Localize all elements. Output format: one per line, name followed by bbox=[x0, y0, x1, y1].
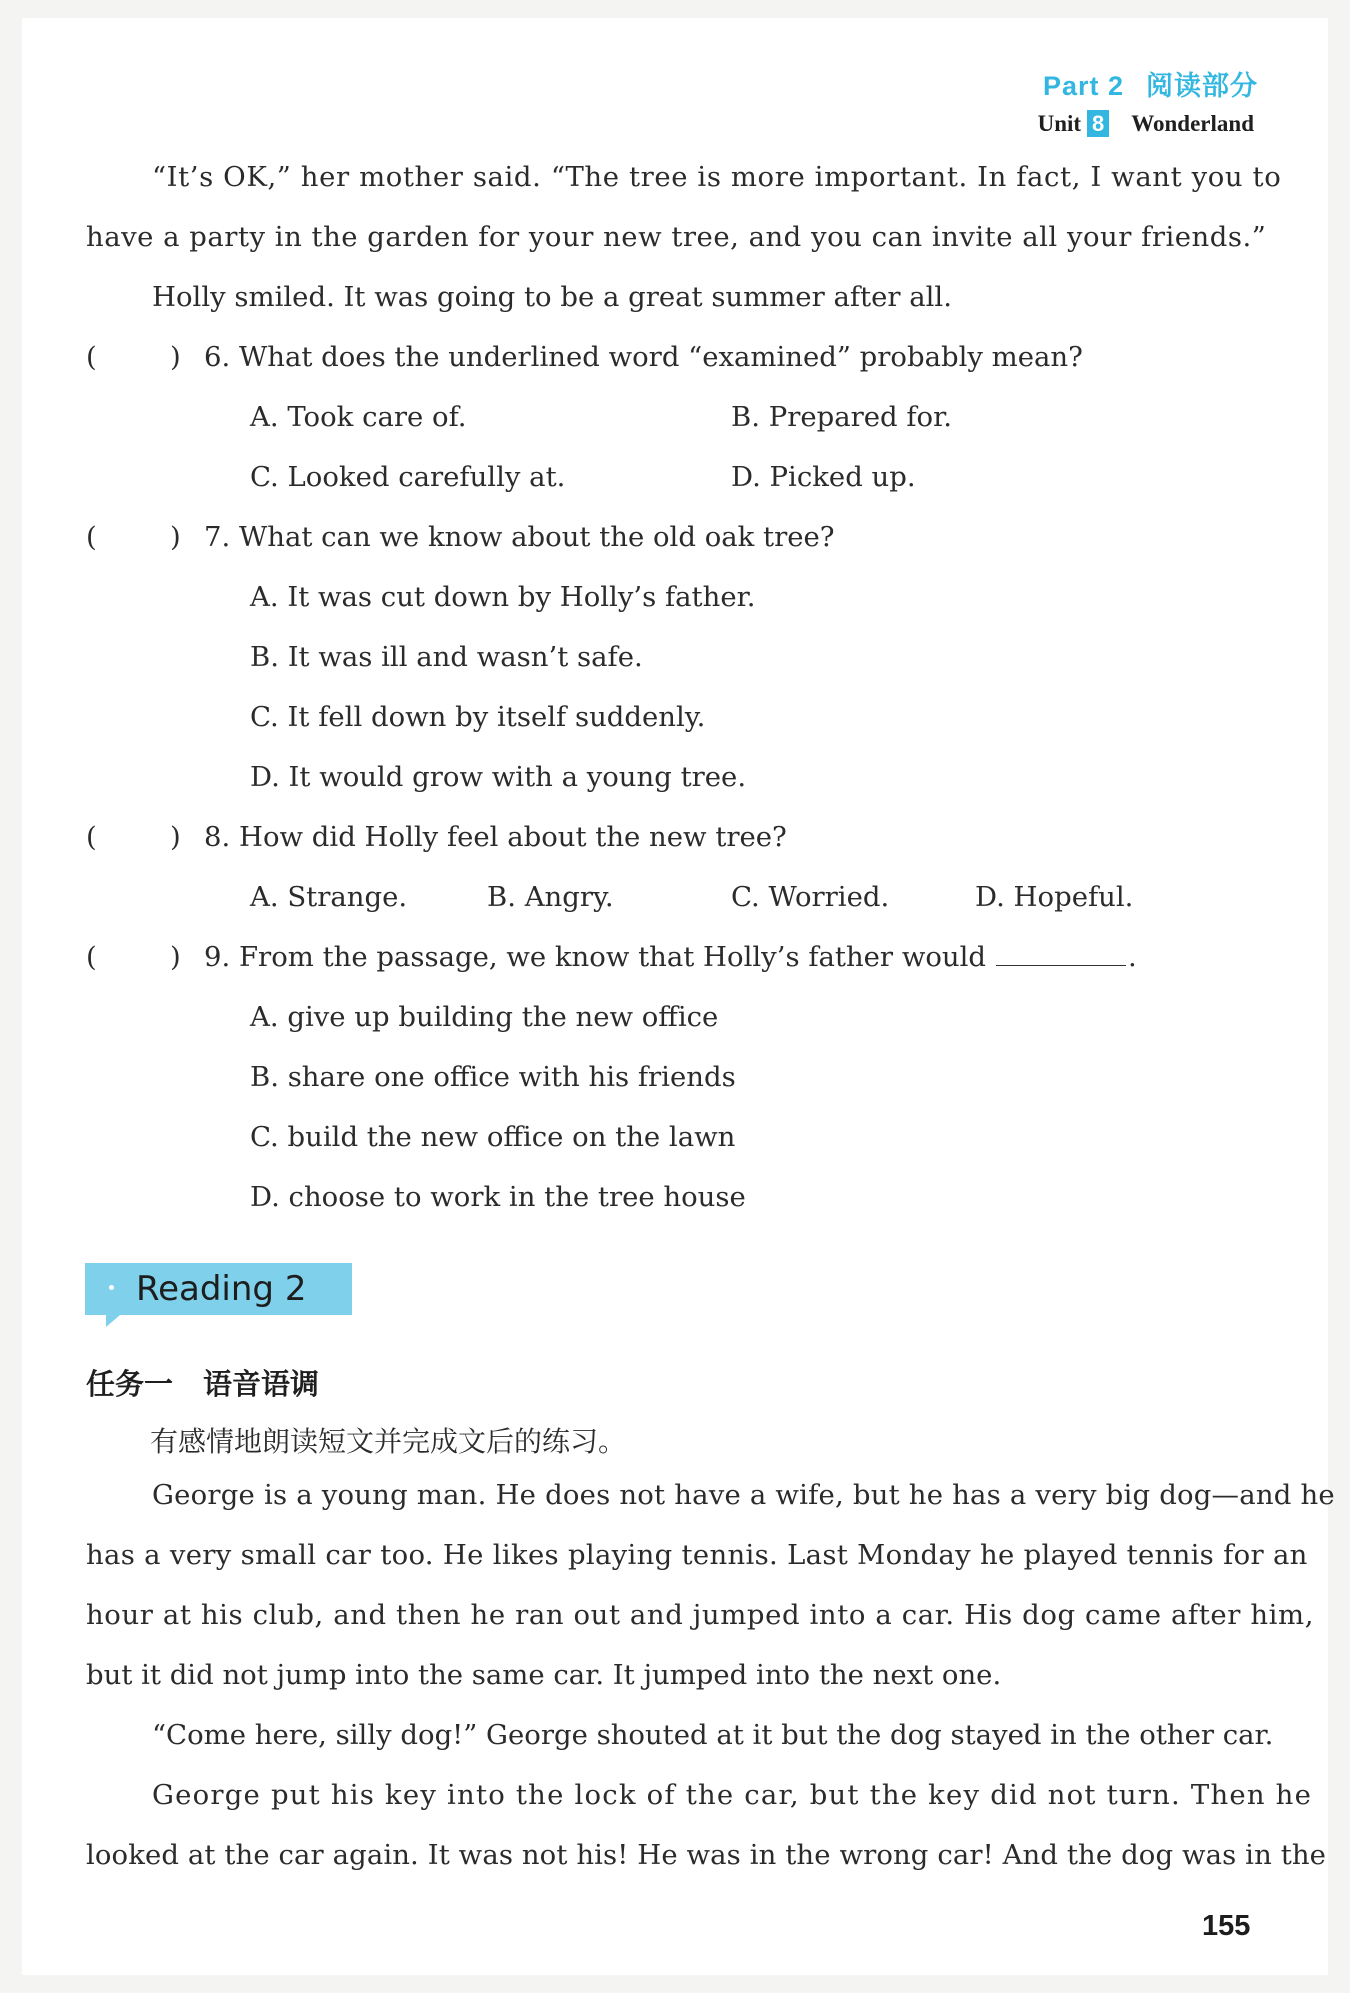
part-label: Part 2 bbox=[1042, 71, 1124, 101]
question-text: 9. From the passage, we know that Holly’s father would bbox=[204, 941, 987, 973]
section-title: Reading 2 bbox=[136, 1269, 307, 1309]
part-header bbox=[1043, 64, 1258, 103]
option-b: B. share one office with his friends bbox=[250, 1061, 736, 1093]
passage-line: looked at the car again. It was not his! He was in the wrong car! And the dog was in the bbox=[86, 1839, 1327, 1871]
unit-label: Unit bbox=[1037, 110, 1082, 136]
option-b: B. Angry. bbox=[487, 881, 614, 913]
unit-title: Wonderland bbox=[1131, 110, 1254, 136]
option-a: A. It was cut down by Holly’s father. bbox=[250, 581, 756, 613]
option-c: C. It fell down by itself suddenly. bbox=[250, 701, 706, 733]
option-d: D. Picked up. bbox=[731, 461, 916, 493]
question-text: 7. What can we know about the old oak tree? bbox=[204, 521, 835, 553]
answer-paren-left: ( bbox=[86, 341, 97, 373]
answer-paren-right: ) bbox=[170, 341, 181, 373]
option-a: A. Strange. bbox=[250, 881, 408, 913]
unit-number-badge: 8 bbox=[1087, 110, 1109, 137]
passage-line: Holly smiled. It was going to be a great summer after all. bbox=[152, 281, 952, 313]
section-banner bbox=[85, 1263, 352, 1315]
answer-blank bbox=[996, 941, 1126, 966]
answer-paren-left: ( bbox=[86, 941, 97, 973]
unit-header bbox=[1038, 110, 1254, 137]
passage-line: have a party in the garden for your new tree, and you can invite all your friends.” bbox=[86, 221, 1267, 253]
answer-paren-right: ) bbox=[170, 821, 181, 853]
option-c: C. Looked carefully at. bbox=[250, 461, 566, 493]
passage-line: but it did not jump into the same car. It jumped into the next one. bbox=[86, 1659, 1002, 1691]
option-a: A. give up building the new office bbox=[250, 1001, 719, 1033]
part-cn-label: 阅读部分 bbox=[1146, 71, 1258, 101]
task-instruction: 有感情地朗读短文并完成文后的练习。 bbox=[150, 1425, 627, 1458]
task-label: 任务一 bbox=[86, 1367, 174, 1401]
banner-dot-icon bbox=[109, 1285, 114, 1290]
task-name: 语音语调 bbox=[203, 1367, 320, 1401]
question-text: 8. How did Holly feel about the new tree? bbox=[204, 821, 787, 853]
option-c: C. Worried. bbox=[731, 881, 890, 913]
passage-line: George is a young man. He does not have a wife, but he has a very big dog—and he bbox=[152, 1479, 1335, 1511]
task-heading bbox=[86, 1362, 319, 1403]
option-d: D. choose to work in the tree house bbox=[250, 1181, 746, 1213]
answer-paren-left: ( bbox=[86, 821, 97, 853]
option-d: D. Hopeful. bbox=[975, 881, 1134, 913]
answer-paren-right: ) bbox=[170, 521, 181, 553]
option-c: C. build the new office on the lawn bbox=[250, 1121, 736, 1153]
answer-paren-left: ( bbox=[86, 521, 97, 553]
option-b: B. Prepared for. bbox=[731, 401, 952, 433]
banner-tail bbox=[106, 1315, 120, 1327]
option-a: A. Took care of. bbox=[250, 401, 467, 433]
question-end: . bbox=[1128, 941, 1137, 973]
option-b: B. It was ill and wasn’t safe. bbox=[250, 641, 643, 673]
page-number: 155 bbox=[1202, 1910, 1251, 1942]
option-d: D. It would grow with a young tree. bbox=[250, 761, 747, 793]
question-text: 6. What does the underlined word “examined” probably mean? bbox=[204, 341, 1083, 373]
passage-line: George put his key into the lock of the car, but the key did not turn. Then he bbox=[152, 1779, 1313, 1811]
passage-line: has a very small car too. He likes playing tennis. Last Monday he played tennis for an bbox=[86, 1539, 1308, 1571]
passage-line: hour at his club, and then he ran out and jumped into a car. His dog came after him, bbox=[86, 1599, 1315, 1631]
passage-line: “It’s OK,” her mother said. “The tree is more important. In fact, I want you to bbox=[152, 161, 1282, 193]
answer-paren-right: ) bbox=[170, 941, 181, 973]
passage-line: “Come here, silly dog!” George shouted at it but the dog stayed in the other car. bbox=[152, 1719, 1274, 1751]
